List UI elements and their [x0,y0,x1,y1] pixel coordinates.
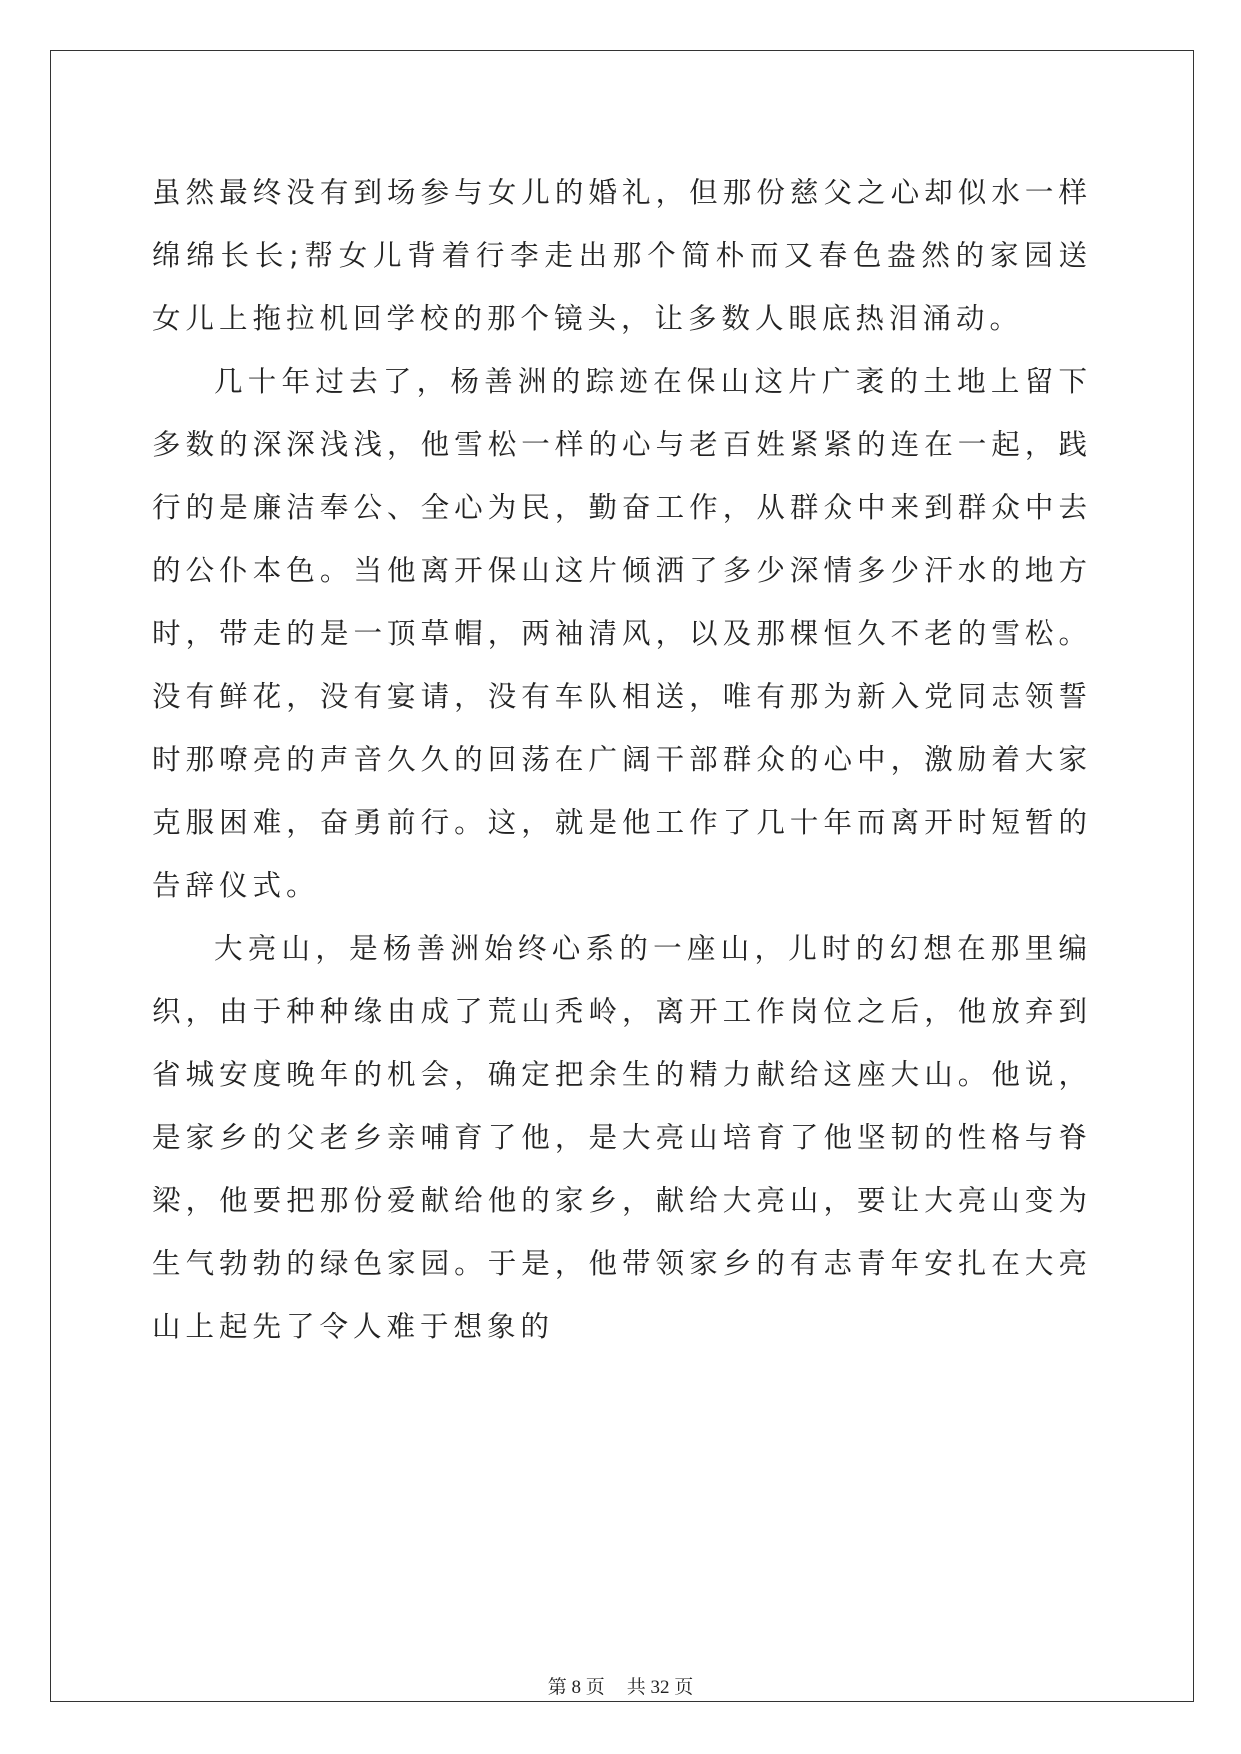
page-total: 共 32 页 [626,1677,694,1698]
paragraph-3: 大亮山，是杨善洲始终心系的一座山，儿时的幻想在那里编织，由于种种缘由成了荒山秃岭，离开工作岗位之后，他放弃到省城安度晚年的机会，确定把余生的精力献给这座大山。他说，是家乡的父老乡亲哺育了他，是大亮山培育了他坚韧的性格与脊梁，他要把那份爱献给他的家乡，献给大亮山，要让大亮山变为生气勃勃的绿色家园。于是，他带领家乡的有志青年安扎在大亮山上起先了令人难于想象的 [152,932,1092,1343]
document-body [152,161,1092,1358]
page-footer [0,1676,1241,1700]
paragraph-2: 几十年过去了，杨善洲的踪迹在保山这片广袤的土地上留下多数的深深浅浅，他雪松一样的心与老百姓紧紧的连在一起，践行的是廉洁奉公、全心为民，勤奋工作，从群众中来到群众中去的公仆本色。当他离开保山这片倾洒了多少深情多少汗水的地方时，带走的是一顶草帽，两袖清风，以及那棵恒久不老的雪松。没有鲜花，没有宴请，没有车队相送，唯有那为新入党同志领誓时那嘹亮的声音久久的回荡在广阔干部群众的心中，激励着大家克服困难，奋勇前行。这，就是他工作了几十年而离开时短暂的告辞仪式。 [152,365,1092,902]
page-number: 第 8 页 [547,1677,605,1698]
paragraph-1: 虽然最终没有到场参与女儿的婚礼，但那份慈父之心却似水一样绵绵长长;帮女儿背着行李走出那个简朴而又春色盎然的家园送女儿上拖拉机回学校的那个镜头，让多数人眼底热泪涌动。 [152,176,1092,335]
